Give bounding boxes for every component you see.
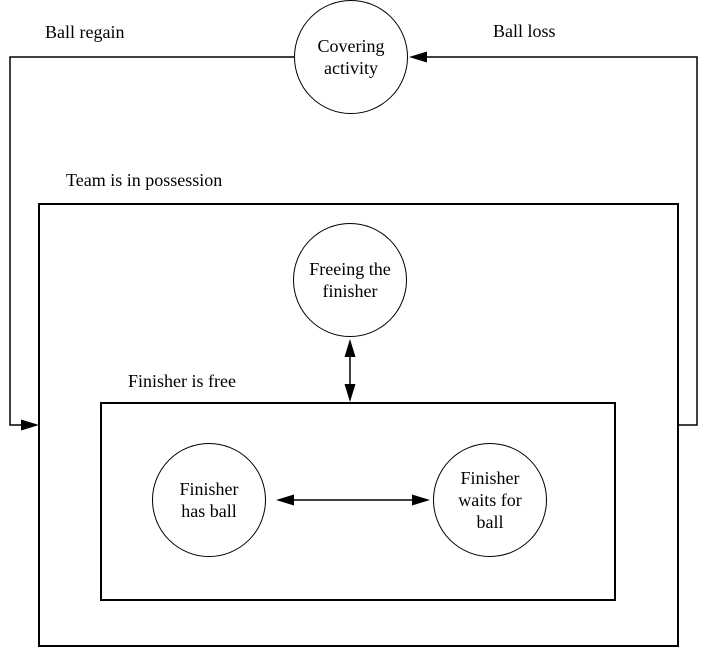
state-covering-activity-label-line2: activity [324,58,378,78]
state-finisher-waits-for-ball-label-line2: waits for [458,490,522,510]
finisher-free-label: Finisher is free [128,371,236,391]
state-covering-activity-label-line1: Covering [317,36,385,56]
freeing-arrowhead-down-icon [345,384,356,402]
ball-regain-line [10,57,294,425]
ball-regain-label: Ball regain [45,22,125,42]
state-finisher-has-ball [152,443,266,557]
state-freeing-the-finisher-label-line1: Freeing the [309,259,391,279]
state-finisher-waits-for-ball-label-line3: ball [476,512,504,532]
state-finisher-waits-for-ball-label-line1: Finisher [460,468,520,488]
team-possession-label: Team is in possession [66,170,223,190]
state-freeing-the-finisher [293,223,407,337]
state-freeing-the-finisher-label-line2: finisher [322,281,378,301]
ball-loss-arrowhead-icon [409,52,427,63]
state-finisher-has-ball-label-line1: Finisher [179,479,239,499]
ball-loss-label: Ball loss [493,21,556,41]
finisher-arrowhead-right-icon [412,495,430,506]
state-finisher-waits-for-ball [433,443,547,557]
freeing-arrowhead-up-icon [345,339,356,357]
finisher-arrowhead-left-icon [276,495,294,506]
state-finisher-has-ball-label-line2: has ball [181,501,237,521]
ball-loss-line [426,57,697,425]
ball-regain-arrowhead-icon [21,420,39,431]
state-covering-activity [294,0,408,114]
